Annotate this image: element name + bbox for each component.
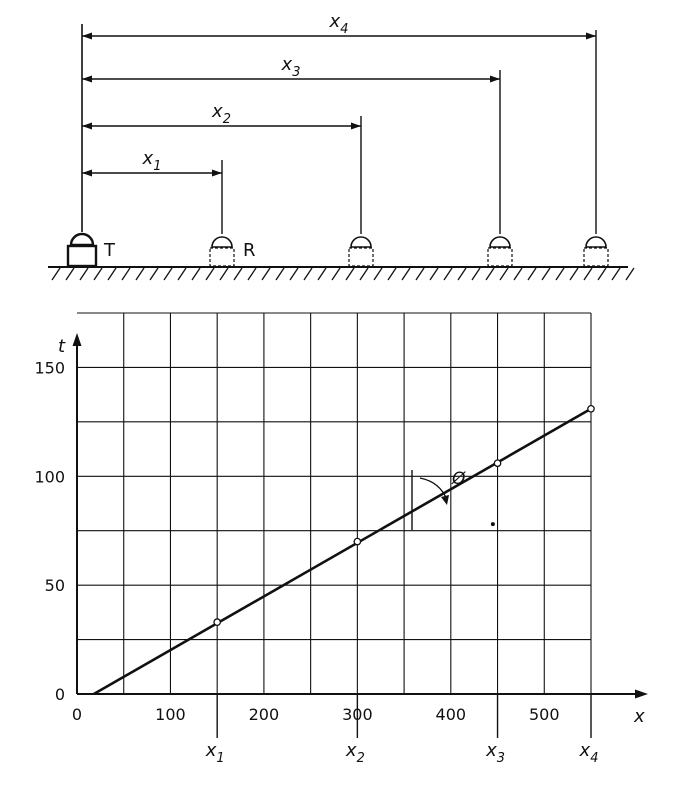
x3-dimension bbox=[82, 54, 500, 234]
angle-annotation bbox=[412, 469, 466, 530]
y-tick-label: 150 bbox=[34, 358, 65, 378]
receiver-label: R bbox=[243, 240, 256, 261]
x-marker-label: $x_3$ bbox=[486, 740, 505, 766]
travel-time-chart bbox=[34, 313, 648, 766]
x-tick-label: 0 bbox=[71, 705, 83, 724]
y-tick-labels bbox=[34, 358, 65, 704]
x1-dimension bbox=[82, 148, 222, 234]
ground-hatching bbox=[52, 268, 634, 280]
data-series bbox=[94, 406, 594, 694]
angle-arrow bbox=[441, 495, 449, 505]
chart-axes bbox=[73, 333, 649, 699]
distance-label: $x_3$ bbox=[281, 54, 301, 80]
x4-dimension bbox=[82, 11, 596, 234]
angle-label: Ø bbox=[452, 469, 466, 489]
distance-dimensions bbox=[82, 11, 596, 234]
x-tick-labels bbox=[72, 705, 560, 724]
data-point bbox=[588, 406, 594, 412]
y-tick-label: 0 bbox=[54, 685, 65, 704]
x-axis-arrow bbox=[635, 690, 648, 699]
distance-label: $x_2$ bbox=[212, 101, 231, 127]
data-point bbox=[494, 460, 500, 466]
distance-label: $x_1$ bbox=[142, 148, 162, 174]
x-marker-label: $x_4$ bbox=[579, 740, 599, 766]
geophone-layout-diagram bbox=[48, 11, 634, 280]
x-tick-label: 500 bbox=[528, 705, 560, 724]
chart-grid bbox=[77, 313, 591, 694]
receiver-group bbox=[210, 237, 608, 266]
receiver-icon bbox=[488, 237, 512, 266]
distance-label: $x_4$ bbox=[329, 11, 349, 37]
receiver-icon bbox=[210, 237, 234, 266]
x-marker-label: $x_2$ bbox=[345, 740, 365, 766]
transmitter-icon bbox=[68, 234, 96, 266]
x-marker-label: $x_1$ bbox=[205, 740, 225, 766]
travel-time-line bbox=[94, 409, 591, 694]
data-point bbox=[354, 538, 360, 544]
x-tick-label: 200 bbox=[248, 705, 280, 724]
y-axis-arrow bbox=[73, 333, 82, 346]
transmitter-label: T bbox=[104, 240, 115, 261]
x-tick-label: 400 bbox=[435, 705, 467, 724]
x-tick-label: 300 bbox=[342, 705, 373, 724]
y-tick-label: 50 bbox=[44, 576, 65, 596]
x-tick-label: 100 bbox=[155, 705, 186, 724]
receiver-icon bbox=[349, 237, 373, 266]
stray-point bbox=[491, 522, 495, 526]
x-axis-label: x bbox=[634, 706, 645, 727]
y-axis-label: t bbox=[58, 336, 66, 357]
data-point bbox=[214, 619, 220, 625]
receiver-icon bbox=[584, 237, 608, 266]
y-tick-label: 100 bbox=[34, 467, 65, 487]
